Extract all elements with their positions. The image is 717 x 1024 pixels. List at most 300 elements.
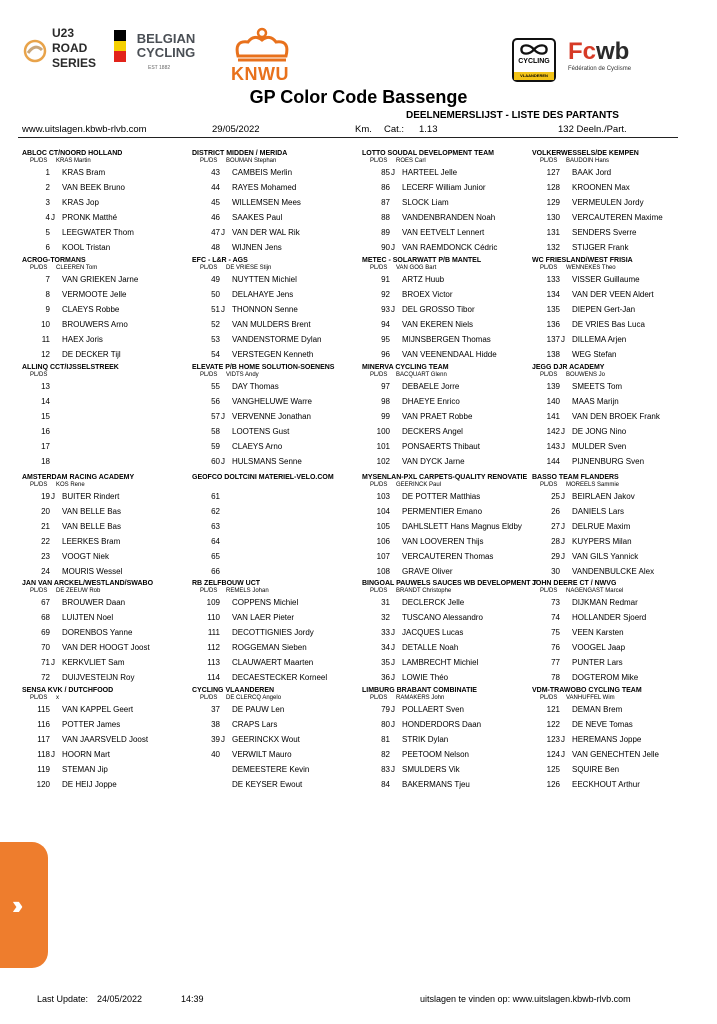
rider-junior-flag — [50, 670, 61, 685]
rider-row — [532, 240, 710, 255]
rider-row — [22, 489, 200, 504]
rider-number: 31 — [381, 598, 390, 607]
rider-row — [362, 702, 540, 717]
rider-name: VERCAUTEREN Maxime — [572, 213, 663, 222]
pl-ds-label: PL/DS — [370, 588, 388, 594]
rider-junior-flag — [50, 287, 61, 302]
rider-junior-flag — [220, 195, 231, 210]
rider-junior-flag — [390, 564, 401, 579]
rider-name: DORENBOS Yanne — [62, 628, 133, 637]
team-name: BINGOAL PAUWELS SAUCES WB DEVELOPMENT T — [362, 580, 537, 587]
rider-name — [61, 409, 62, 424]
rider-junior-flag — [220, 439, 231, 454]
rider-junior-flag — [560, 504, 571, 519]
rider-name: PERMENTIER Emano — [402, 507, 483, 516]
team-block — [362, 580, 540, 685]
rider-row — [22, 165, 200, 180]
rider-number: 15 — [41, 412, 50, 421]
u23-road-series-logo — [22, 24, 102, 80]
team-director-row — [192, 588, 370, 595]
rider-name: KRAS Jop — [62, 198, 99, 207]
rider-name: DEL GROSSO Tibor — [402, 305, 475, 314]
team-director-row — [192, 265, 370, 272]
rider-row — [532, 454, 710, 469]
rider-junior-flag: J — [391, 765, 395, 774]
rider-number: 69 — [41, 628, 50, 637]
rider-name: HULSMANS Senne — [232, 457, 302, 466]
rider-name: VAN GILS Yannick — [572, 552, 639, 561]
rider-junior-flag — [220, 610, 231, 625]
rider-row — [532, 347, 710, 362]
rider-name: VAN VEENENDAAL Hidde — [402, 350, 497, 359]
team-name: JOHN DEERE CT / NWVG — [532, 580, 617, 587]
rider-junior-flag — [50, 195, 61, 210]
rider-row — [192, 504, 370, 519]
rider-number: 72 — [41, 673, 50, 682]
rider-number: 99 — [381, 412, 390, 421]
rider-junior-flag — [560, 610, 571, 625]
rider-junior-flag — [220, 424, 231, 439]
rider-row — [22, 549, 200, 564]
rider-junior-flag — [50, 379, 61, 394]
rider-junior-flag — [560, 640, 571, 655]
pl-ds-label: PL/DS — [370, 372, 388, 378]
rider-row — [362, 489, 540, 504]
rider-row — [362, 640, 540, 655]
rider-junior-flag — [390, 409, 401, 424]
rider-row — [192, 347, 370, 362]
team-director-name: KOS Rene — [56, 482, 85, 488]
rider-junior-flag: J — [391, 720, 395, 729]
rider-junior-flag — [50, 394, 61, 409]
rider-junior-flag — [50, 762, 61, 777]
rider-name: LEERKES Bram — [62, 537, 121, 546]
rider-number: 50 — [211, 290, 220, 299]
rider-row — [22, 504, 200, 519]
rider-row — [22, 272, 200, 287]
belgian-cycling-line: CYCLING — [136, 45, 196, 60]
rider-number: 113 — [207, 658, 220, 667]
rider-row — [22, 332, 200, 347]
team-block — [532, 257, 710, 362]
rider-number: 94 — [381, 320, 390, 329]
rider-junior-flag — [50, 165, 61, 180]
rider-number: 140 — [546, 397, 560, 406]
rider-junior-flag — [50, 347, 61, 362]
rider-junior-flag: J — [561, 750, 565, 759]
rider-row — [22, 439, 200, 454]
rider-name — [231, 489, 232, 504]
rider-junior-flag: J — [221, 228, 225, 237]
rider-row — [532, 409, 710, 424]
rider-number: 43 — [211, 168, 220, 177]
team-block — [532, 687, 710, 792]
rider-name: DE VRIES Bas Luca — [572, 320, 645, 329]
rider-number: 39 — [211, 735, 220, 744]
rider-number: 105 — [376, 522, 390, 531]
rider-name: VAN BELLE Bas — [62, 507, 121, 516]
rider-number: 14 — [41, 397, 50, 406]
team-name: CYCLING VLAANDEREN — [192, 687, 275, 694]
rider-number: 44 — [211, 183, 220, 192]
team-name: JEGG DJR ACADEMY — [532, 364, 605, 371]
rider-junior-flag — [390, 732, 401, 747]
rider-name: SMEETS Tom — [572, 382, 623, 391]
rider-name: DECKERS Angel — [402, 427, 463, 436]
rider-junior-flag — [220, 519, 231, 534]
rider-name: SMULDERS Vik — [402, 765, 460, 774]
rider-number: 132 — [546, 243, 560, 252]
rider-name: MIJNSBERGEN Thomas — [402, 335, 491, 344]
rider-junior-flag — [50, 424, 61, 439]
rider-number: 90 — [381, 243, 390, 252]
rider-name: GRAVE Oliver — [402, 567, 453, 576]
team-director-row — [22, 588, 200, 595]
header-cat-value: 1.13 — [419, 124, 438, 135]
team-director-name: x — [56, 695, 59, 701]
rider-row — [532, 777, 710, 792]
rider-name: KRAS Bram — [62, 168, 106, 177]
rider-number: 45 — [211, 198, 220, 207]
team-director-row — [22, 158, 200, 165]
rider-name: DIEPEN Gert-Jan — [572, 305, 636, 314]
rider-number: 18 — [41, 457, 50, 466]
rider-name: CRAPS Lars — [232, 720, 278, 729]
double-chevron-right-icon: ›› — [12, 890, 18, 920]
team-director-name: BACQUART Glenn — [396, 372, 447, 378]
rider-row — [22, 195, 200, 210]
belgian-cycling-logo — [114, 30, 206, 80]
rider-name: VAN JAARSVELD Joost — [62, 735, 149, 744]
rider-row — [22, 640, 200, 655]
team-name: LIMBURG BRABANT COMBINATIE — [362, 687, 477, 694]
rider-row — [362, 302, 540, 317]
rider-row — [362, 504, 540, 519]
rider-number: 131 — [546, 228, 560, 237]
rider-name: HEREMANS Joppe — [572, 735, 642, 744]
team-block — [532, 474, 710, 579]
rider-junior-flag — [220, 717, 231, 732]
rider-name: DECAESTECKER Korneel — [232, 673, 328, 682]
rider-junior-flag — [560, 225, 571, 240]
rider-name: POTTER James — [62, 720, 121, 729]
rider-number: 20 — [41, 507, 50, 516]
rider-row — [532, 272, 710, 287]
rider-junior-flag — [390, 332, 401, 347]
rider-row — [192, 302, 370, 317]
pl-ds-label: PL/DS — [540, 372, 558, 378]
rider-number: 17 — [41, 442, 50, 451]
rider-junior-flag — [390, 210, 401, 225]
rider-junior-flag — [50, 504, 61, 519]
team-name: JAN VAN ARCKEL/WESTLAND/SWABO — [22, 580, 154, 587]
team-name: ALLINQ CCT/IJSSELSTREEK — [22, 364, 119, 371]
rider-row — [532, 534, 710, 549]
team-director-row — [532, 482, 710, 489]
rider-row — [192, 332, 370, 347]
rider-number: 119 — [37, 765, 50, 774]
team-director-row — [192, 482, 370, 489]
rider-number: 30 — [551, 567, 560, 576]
rider-name: BEIRLAEN Jakov — [572, 492, 635, 501]
rider-row — [192, 287, 370, 302]
rider-name: WIJNEN Jens — [232, 243, 282, 252]
rider-number: 86 — [381, 183, 390, 192]
pl-ds-label: PL/DS — [200, 695, 218, 701]
rider-number: 2 — [45, 183, 50, 192]
pl-ds-label: PL/DS — [370, 482, 388, 488]
rider-name — [231, 549, 232, 564]
rider-junior-flag: J — [561, 552, 565, 561]
rider-number: 88 — [381, 213, 390, 222]
rider-row — [22, 534, 200, 549]
rider-number: 81 — [381, 735, 390, 744]
rider-row — [362, 272, 540, 287]
rider-row — [532, 625, 710, 640]
pl-ds-label: PL/DS — [370, 265, 388, 271]
rider-junior-flag: J — [391, 643, 395, 652]
team-name: ABLOC CT/NOORD HOLLAND — [22, 150, 123, 157]
rider-row — [192, 762, 370, 777]
rider-row — [22, 210, 200, 225]
rider-name: DEMEESTERE Kevin — [232, 765, 310, 774]
rider-number — [192, 762, 220, 777]
rider-name: VERWILT Mauro — [232, 750, 292, 759]
team-block — [22, 150, 200, 255]
rider-number: 82 — [381, 750, 390, 759]
rider-number: 85 — [381, 168, 390, 177]
rider-row — [22, 732, 200, 747]
rider-name: KERKVLIET Sam — [62, 658, 125, 667]
rider-junior-flag — [390, 777, 401, 792]
rider-number: 143 — [546, 442, 560, 451]
rider-number: 133 — [546, 275, 560, 284]
rider-junior-flag — [220, 655, 231, 670]
pl-ds-label: PL/DS — [370, 695, 388, 701]
rider-name: VAN KAPPEL Geert — [62, 705, 134, 714]
rider-row — [22, 424, 200, 439]
rider-number: 6 — [45, 243, 50, 252]
rider-row — [532, 332, 710, 347]
rider-junior-flag: J — [51, 213, 55, 222]
rider-row — [22, 519, 200, 534]
rider-row — [362, 347, 540, 362]
rider-junior-flag: J — [391, 243, 395, 252]
rider-junior-flag: J — [221, 412, 225, 421]
pl-ds-label: PL/DS — [200, 158, 218, 164]
rider-junior-flag: J — [561, 427, 565, 436]
rider-number: 129 — [546, 198, 560, 207]
rider-number: 97 — [381, 382, 390, 391]
crown-icon — [226, 26, 298, 66]
pl-ds-label: PL/DS — [540, 482, 558, 488]
team-director-row — [192, 372, 370, 379]
rider-row — [192, 519, 370, 534]
team-block — [362, 474, 540, 579]
rider-row — [22, 762, 200, 777]
rider-junior-flag — [50, 549, 61, 564]
rider-name — [231, 504, 232, 519]
rider-name: BAKERMANS Tjeu — [402, 780, 470, 789]
rider-row — [192, 317, 370, 332]
team-name: WC FRIESLAND/WEST FRISIA — [532, 257, 633, 264]
rider-number: 108 — [376, 567, 390, 576]
rider-junior-flag — [390, 347, 401, 362]
rider-junior-flag — [220, 534, 231, 549]
rider-junior-flag — [220, 272, 231, 287]
rider-row — [532, 165, 710, 180]
rider-number: 114 — [207, 673, 220, 682]
rider-row — [362, 317, 540, 332]
rider-number: 103 — [376, 492, 390, 501]
team-name: MYSENLAN-PXL CARPETS-QUALITY RENOVATIE — [362, 474, 528, 481]
rider-junior-flag — [390, 519, 401, 534]
rider-row — [362, 165, 540, 180]
rider-row — [22, 777, 200, 792]
rider-junior-flag — [560, 595, 571, 610]
pl-ds-label: PL/DS — [200, 372, 218, 378]
rider-junior-flag — [50, 519, 61, 534]
rider-name: VAN DYCK Jarne — [402, 457, 465, 466]
rider-number: 16 — [41, 427, 50, 436]
rider-row — [362, 762, 540, 777]
rider-name: BROEX Victor — [402, 290, 453, 299]
rider-name: CAMBEIS Merlin — [232, 168, 293, 177]
rider-name: SAAKES Paul — [232, 213, 283, 222]
rider-junior-flag — [220, 702, 231, 717]
rider-name: DILLEMA Arjen — [572, 335, 627, 344]
rider-row — [362, 379, 540, 394]
rider-row — [192, 534, 370, 549]
rider-junior-flag — [220, 165, 231, 180]
rider-name: LEEGWATER Thom — [62, 228, 134, 237]
rider-number: 13 — [41, 382, 50, 391]
rider-junior-flag — [220, 394, 231, 409]
knwu-logo-text: KNWU — [231, 64, 289, 84]
rider-row — [22, 409, 200, 424]
u23-logo-line: U23 — [52, 26, 75, 40]
rider-row — [192, 180, 370, 195]
rider-name: MULDER Sven — [572, 442, 627, 451]
rider-junior-flag — [50, 332, 61, 347]
pl-ds-label: PL/DS — [30, 265, 48, 271]
rider-name — [61, 379, 62, 394]
rider-name: HARTEEL Jelle — [402, 168, 458, 177]
rider-number: 135 — [546, 305, 560, 314]
rider-name: PRONK Matthé — [62, 213, 118, 222]
rider-name: DECOTTIGNIES Jordy — [232, 628, 314, 637]
team-director-name: GEERINCK Paul — [396, 482, 442, 488]
rider-junior-flag: J — [51, 750, 55, 759]
rider-number: 101 — [376, 442, 390, 451]
team-name: MINERVA CYCLING TEAM — [362, 364, 449, 371]
rider-row — [362, 424, 540, 439]
rider-number: 120 — [36, 780, 50, 789]
rider-junior-flag — [390, 454, 401, 469]
rider-number: 29 — [551, 552, 560, 561]
fcwb-logo — [566, 38, 646, 78]
rider-junior-flag — [220, 670, 231, 685]
rider-name: VAN EKEREN Niels — [402, 320, 473, 329]
rider-number: 58 — [211, 427, 220, 436]
rider-row — [22, 702, 200, 717]
rider-row — [192, 489, 370, 504]
rider-number: 122 — [546, 720, 560, 729]
rider-number: 78 — [551, 673, 560, 682]
rider-number: 92 — [381, 290, 390, 299]
rider-number: 49 — [211, 275, 220, 284]
rider-number: 126 — [546, 780, 560, 789]
footer-update-label: Last Update: — [37, 994, 89, 1004]
rider-name: VAN DER VEEN Aldert — [572, 290, 654, 299]
team-director-name: DE CLERCQ Angelo — [226, 695, 282, 701]
rider-row — [22, 317, 200, 332]
rider-row — [362, 195, 540, 210]
rider-row — [192, 210, 370, 225]
rider-junior-flag — [50, 454, 61, 469]
rider-name: ARTZ Huub — [402, 275, 445, 284]
rider-junior-flag — [560, 762, 571, 777]
team-director-row — [22, 265, 200, 272]
team-director-row — [362, 482, 540, 489]
rider-number: 21 — [41, 522, 50, 531]
rider-row — [192, 439, 370, 454]
rider-name: VAN DER HOOGT Joost — [62, 643, 150, 652]
rider-junior-flag — [220, 762, 231, 777]
team-name: VOLKERWESSELS/DE KEMPEN — [532, 150, 639, 157]
rider-row — [192, 625, 370, 640]
team-director-name: VAN GOG Bart — [396, 265, 437, 271]
rider-number: 38 — [211, 720, 220, 729]
rider-name: LOWIE Théo — [402, 673, 449, 682]
header-divider — [18, 137, 678, 138]
team-block — [22, 687, 200, 792]
rider-number — [192, 777, 220, 792]
team-block — [192, 474, 370, 579]
rider-name: DE PAUW Len — [232, 705, 285, 714]
rider-row — [362, 332, 540, 347]
footer-results-url: uitslagen te vinden op: www.uitslagen.kbwb-rlvb.com — [420, 994, 631, 1004]
rider-number: 123 — [546, 735, 560, 744]
rider-number: 3 — [45, 198, 50, 207]
team-director-row — [532, 265, 710, 272]
side-expand-tab[interactable] — [0, 842, 48, 968]
rider-name: NUYTTEN Michiel — [232, 275, 297, 284]
rider-name: BROUWERS Arno — [62, 320, 128, 329]
rider-junior-flag — [50, 302, 61, 317]
rider-row — [22, 180, 200, 195]
team-director-row — [22, 482, 200, 489]
rider-name — [231, 534, 232, 549]
team-director-name: DE VRIESE Stijn — [226, 265, 272, 271]
team-name: RB ZELFBOUW UCT — [192, 580, 261, 587]
rider-row — [532, 489, 710, 504]
rider-name: SLOCK Liam — [402, 198, 449, 207]
pl-ds-label: PL/DS — [30, 588, 48, 594]
rider-row — [192, 424, 370, 439]
rider-number: 106 — [376, 537, 390, 546]
rider-name — [231, 564, 232, 579]
rider-number: 100 — [376, 427, 390, 436]
rider-name: LECERF William Junior — [402, 183, 486, 192]
team-director-name: BAUDOIN Hans — [566, 158, 610, 164]
rider-number: 35 — [381, 658, 390, 667]
rider-junior-flag — [220, 332, 231, 347]
rider-name: VOOGT Niek — [62, 552, 109, 561]
team-block — [192, 257, 370, 362]
rider-number: 4 — [45, 213, 50, 222]
rider-junior-flag — [560, 317, 571, 332]
